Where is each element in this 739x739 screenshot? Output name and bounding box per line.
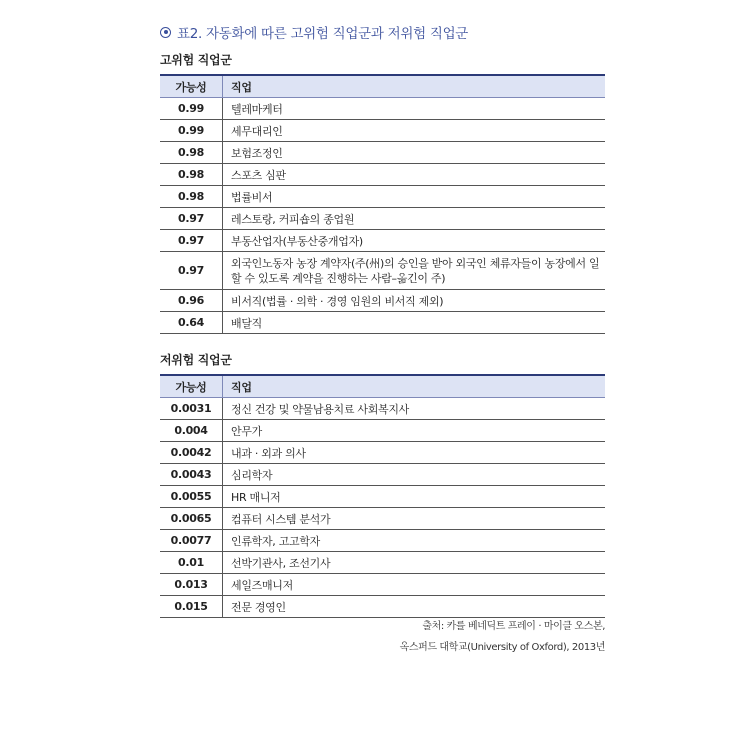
probability-cell: 0.98 [160, 186, 223, 208]
table-row [160, 120, 605, 142]
job-cell: 배달직 [223, 312, 606, 334]
table-row [160, 508, 605, 530]
table-row [160, 164, 605, 186]
job-cell: 전문 경영인 [223, 596, 606, 618]
job-cell: 레스토랑, 커피숍의 종업원 [223, 208, 606, 230]
job-cell: 인류학자, 고고학자 [223, 530, 606, 552]
probability-cell: 0.01 [160, 552, 223, 574]
table-row [160, 420, 605, 442]
job-cell: 스포츠 심판 [223, 164, 606, 186]
table-row [160, 98, 605, 120]
table-header-row [160, 375, 605, 398]
table-title [160, 22, 468, 42]
table-row [160, 398, 605, 420]
probability-cell: 0.99 [160, 120, 223, 142]
probability-cell: 0.0043 [160, 464, 223, 486]
source-line-2: 옥스퍼드 대학교(University of Oxford), 2013년 [399, 642, 605, 653]
high-risk-table [160, 74, 605, 334]
probability-cell: 0.0065 [160, 508, 223, 530]
probability-cell: 0.98 [160, 164, 223, 186]
job-cell: 세무대리인 [223, 120, 606, 142]
probability-cell: 0.0042 [160, 442, 223, 464]
probability-cell: 0.97 [160, 208, 223, 230]
source-note [400, 616, 605, 658]
probability-cell: 0.004 [160, 420, 223, 442]
table-row [160, 442, 605, 464]
probability-cell: 0.015 [160, 596, 223, 618]
job-cell: 외국인노동자 농장 계약자(주(州)의 승인을 받아 외국인 체류자들이 농장에서 일할 수 있도록 계약을 진행하는 사람–옮긴이 주) [223, 252, 606, 290]
header-probability: 가능성 [160, 375, 223, 398]
table-row [160, 486, 605, 508]
probability-cell: 0.0077 [160, 530, 223, 552]
probability-cell: 0.0031 [160, 398, 223, 420]
job-cell: 컴퓨터 시스템 분석가 [223, 508, 606, 530]
job-cell: 안무가 [223, 420, 606, 442]
low-risk-table [160, 374, 605, 618]
job-cell: 부동산업자(부동산중개업자) [223, 230, 606, 252]
probability-cell: 0.64 [160, 312, 223, 334]
table-row [160, 252, 605, 290]
table-row [160, 312, 605, 334]
source-line-1: 출처: 카를 베네딕트 프레이 · 마이클 오스본, [422, 621, 605, 632]
probability-cell: 0.013 [160, 574, 223, 596]
circle-bullet-icon [160, 27, 171, 38]
table-header-row [160, 75, 605, 98]
table-row [160, 464, 605, 486]
table-row [160, 552, 605, 574]
probability-cell: 0.97 [160, 252, 223, 290]
table-row [160, 186, 605, 208]
probability-cell: 0.0055 [160, 486, 223, 508]
probability-cell: 0.99 [160, 98, 223, 120]
table-row [160, 530, 605, 552]
table-row [160, 290, 605, 312]
job-cell: 심리학자 [223, 464, 606, 486]
job-cell: HR 매니저 [223, 486, 606, 508]
job-cell: 보험조정인 [223, 142, 606, 164]
job-cell: 세일즈매니저 [223, 574, 606, 596]
job-cell: 내과 · 외과 의사 [223, 442, 606, 464]
low-risk-label: 저위험 직업군 [160, 353, 232, 367]
job-cell: 비서직(법률 · 의학 · 경영 임원의 비서직 제외) [223, 290, 606, 312]
header-probability: 가능성 [160, 75, 223, 98]
table-row [160, 208, 605, 230]
probability-cell: 0.97 [160, 230, 223, 252]
table-row [160, 230, 605, 252]
job-cell: 텔레마케터 [223, 98, 606, 120]
table-row [160, 142, 605, 164]
table-row [160, 596, 605, 618]
table-row [160, 574, 605, 596]
job-cell: 정신 건강 및 약물남용치료 사회복지사 [223, 398, 606, 420]
header-job: 직업 [223, 75, 606, 98]
job-cell: 법률비서 [223, 186, 606, 208]
probability-cell: 0.98 [160, 142, 223, 164]
table-title-text: 표2. 자동화에 따른 고위험 직업군과 저위험 직업군 [177, 26, 469, 42]
header-job: 직업 [223, 375, 606, 398]
job-cell: 선박기관사, 조선기사 [223, 552, 606, 574]
high-risk-label: 고위험 직업군 [160, 53, 232, 67]
probability-cell: 0.96 [160, 290, 223, 312]
